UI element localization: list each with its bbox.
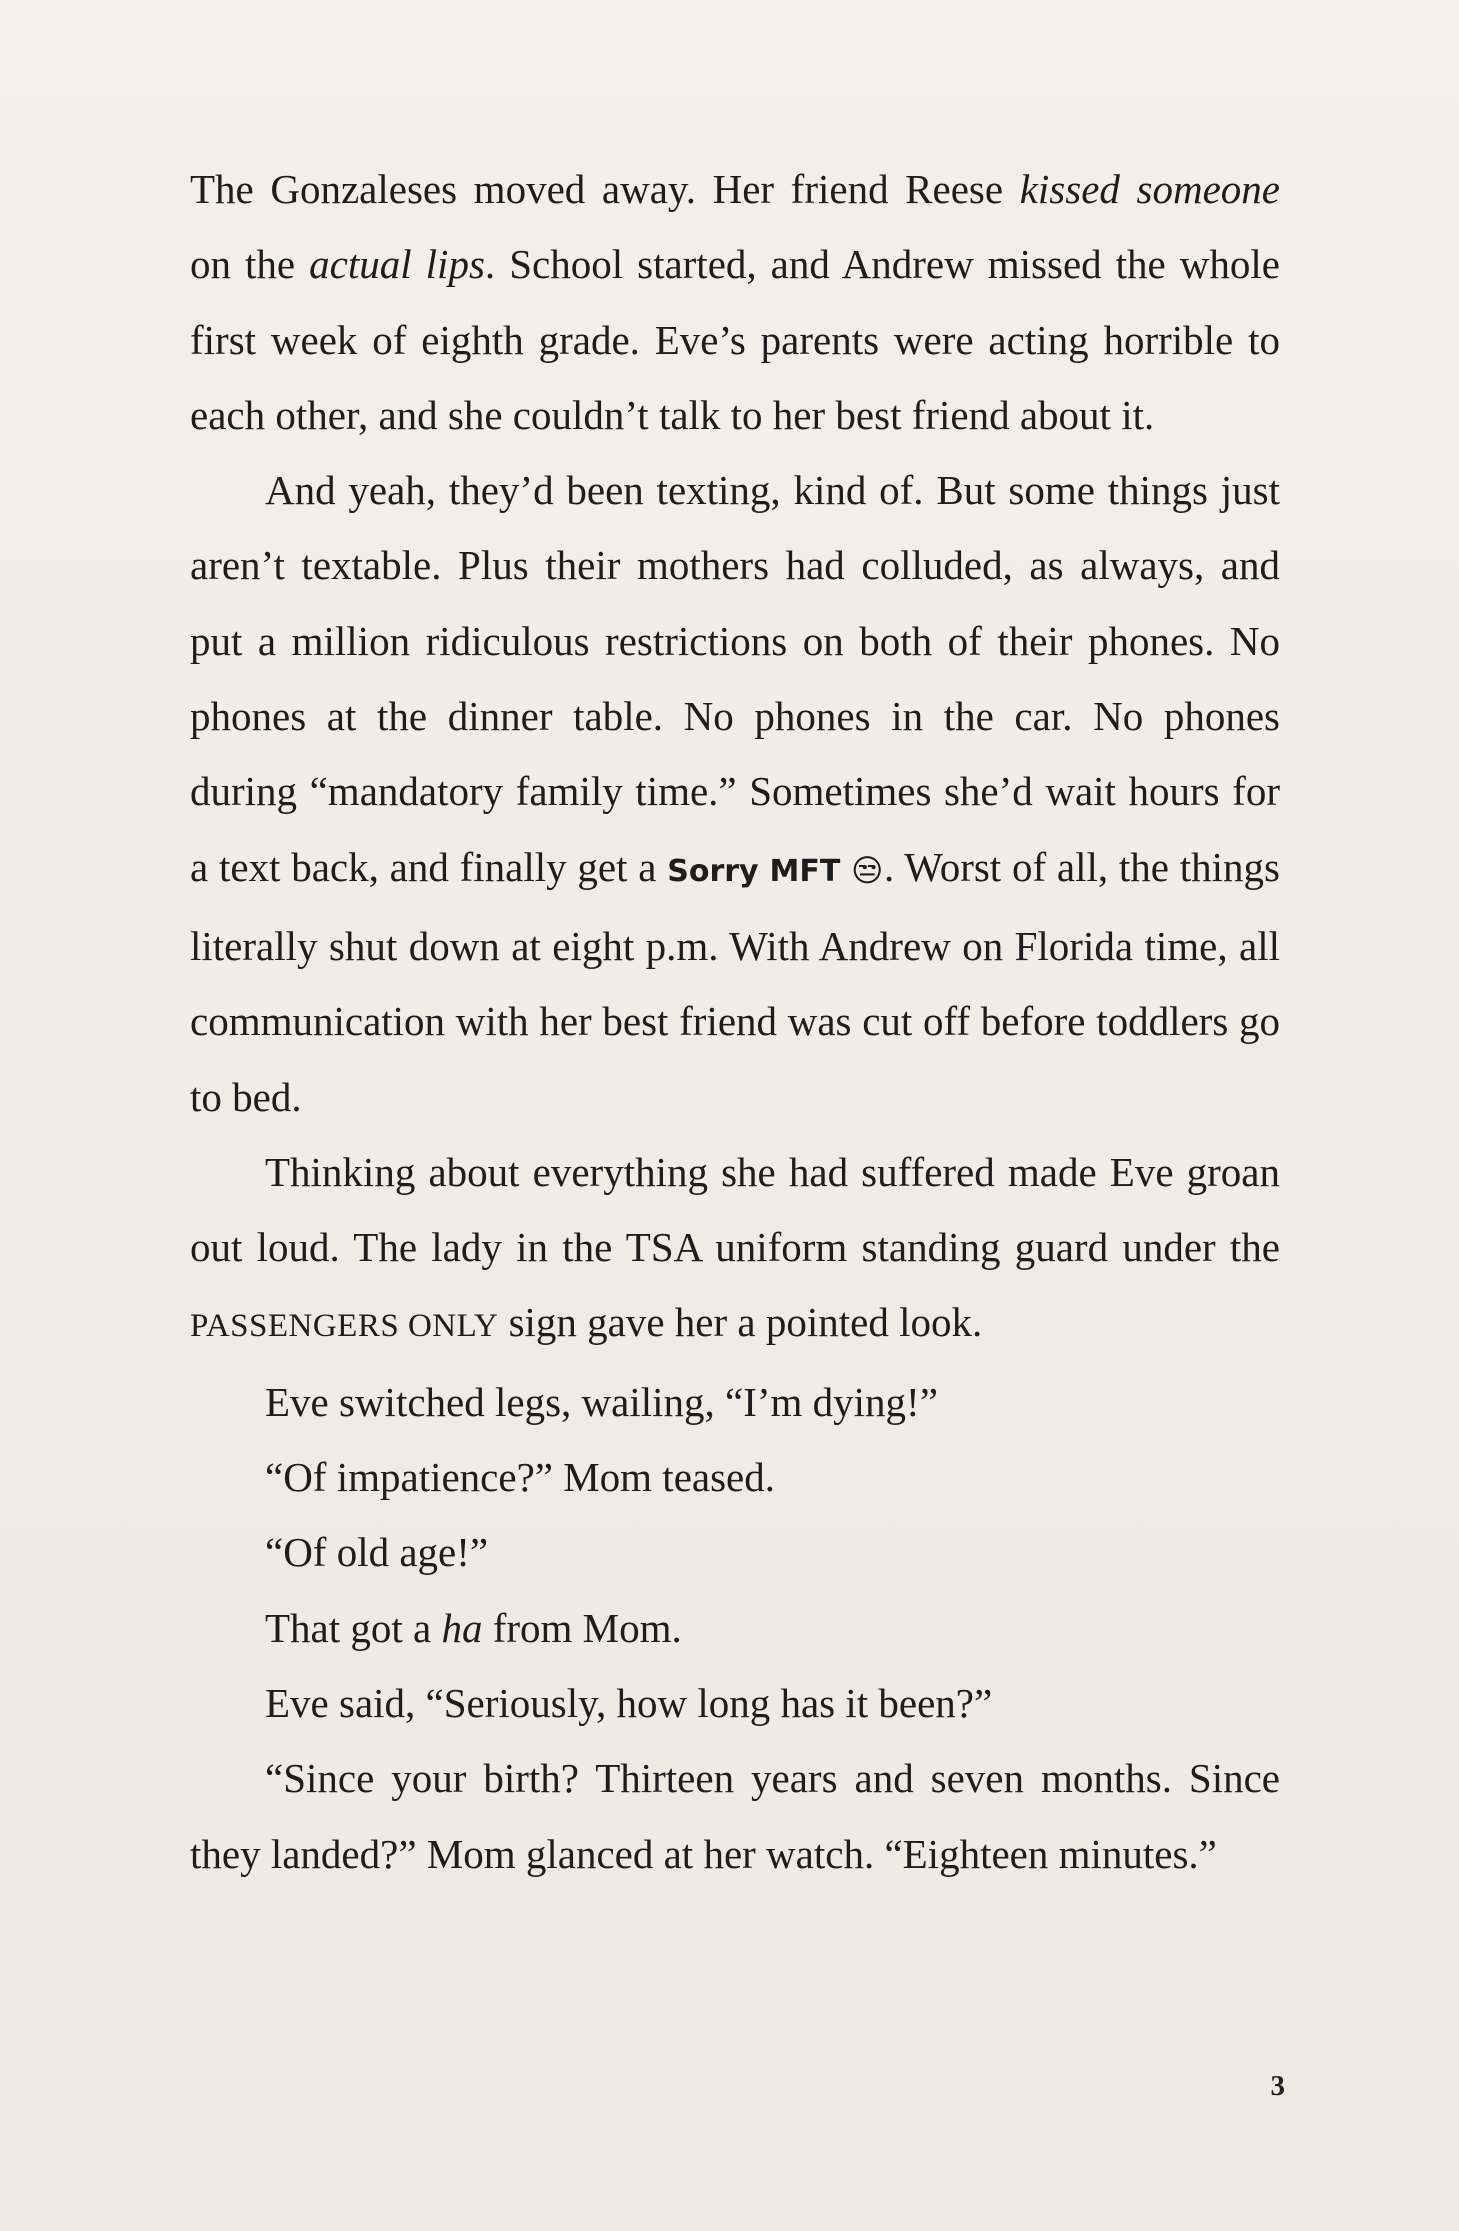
sign-passengers-only: PASSENGERS ONLY xyxy=(190,1308,499,1345)
paragraph-8: Eve said, “Seriously, how long has it been?” xyxy=(265,1679,993,1726)
p7-italic-ha: ha xyxy=(441,1604,483,1651)
paragraph-5: “Of impatience?” Mom teased. xyxy=(265,1454,775,1501)
p1-text-2: on the xyxy=(190,241,310,288)
p2-text-1: And yeah, they’d been texting, kind of. But some things just aren’t textable. Plus their mothers had colluded, as always, and put a million ridiculous restrictions on both of their phones. No phones at the dinner table. No phones in the car. No phones during “mandatory family time.” Sometimes she’d wait hours for a text back, and finally get a xyxy=(190,467,1280,890)
body-text xyxy=(190,152,1280,1892)
p7-text-2: from Mom. xyxy=(482,1604,682,1651)
paragraph-7 xyxy=(190,1591,1280,1666)
p1-italic-kissed-someone: kissed someone xyxy=(1019,166,1280,212)
p1-italic-actual-lips: actual lips xyxy=(309,241,485,288)
paragraph-6: “Of old age!” xyxy=(265,1529,489,1576)
p2-text-2: . Worst of all, the things literally shut down at eight p.m. With Andrew on Florida time, all communication with her best friend was cut off before toddlers go to bed. xyxy=(190,843,1280,1120)
p7-text-1: That got a xyxy=(265,1604,442,1651)
p1-text-1: The Gonzaleses moved away. Her friend Reese xyxy=(190,166,1020,212)
page-number: 3 xyxy=(1270,2070,1285,2102)
unamused-face-icon: 😒 xyxy=(851,852,884,889)
p3-text-1: Thinking about everything she had suffered made Eve groan out loud. The lady in the TSA uniform standing guard under the xyxy=(190,1148,1280,1271)
paragraph-1 xyxy=(190,152,1280,453)
paragraph-9: “Since your birth? Thirteen years and seven months. Since they landed?” Mom glanced at her watch. “Eighteen minutes.” xyxy=(190,1755,1280,1877)
paragraph-4: Eve switched legs, wailing, “I’m dying!” xyxy=(265,1378,938,1425)
p1-text-3: . School started, and Andrew missed the whole first week of eighth grade. Eve’s parents were acting horrible to each other, and she couldn’t talk to her best friend about it. xyxy=(190,241,1280,438)
paragraph-2 xyxy=(190,453,1280,1135)
paragraph-3 xyxy=(190,1135,1280,1365)
p3-text-2: sign gave her a pointed look. xyxy=(498,1299,983,1346)
text-message-sorry-mft: Sorry MFT xyxy=(667,853,841,889)
